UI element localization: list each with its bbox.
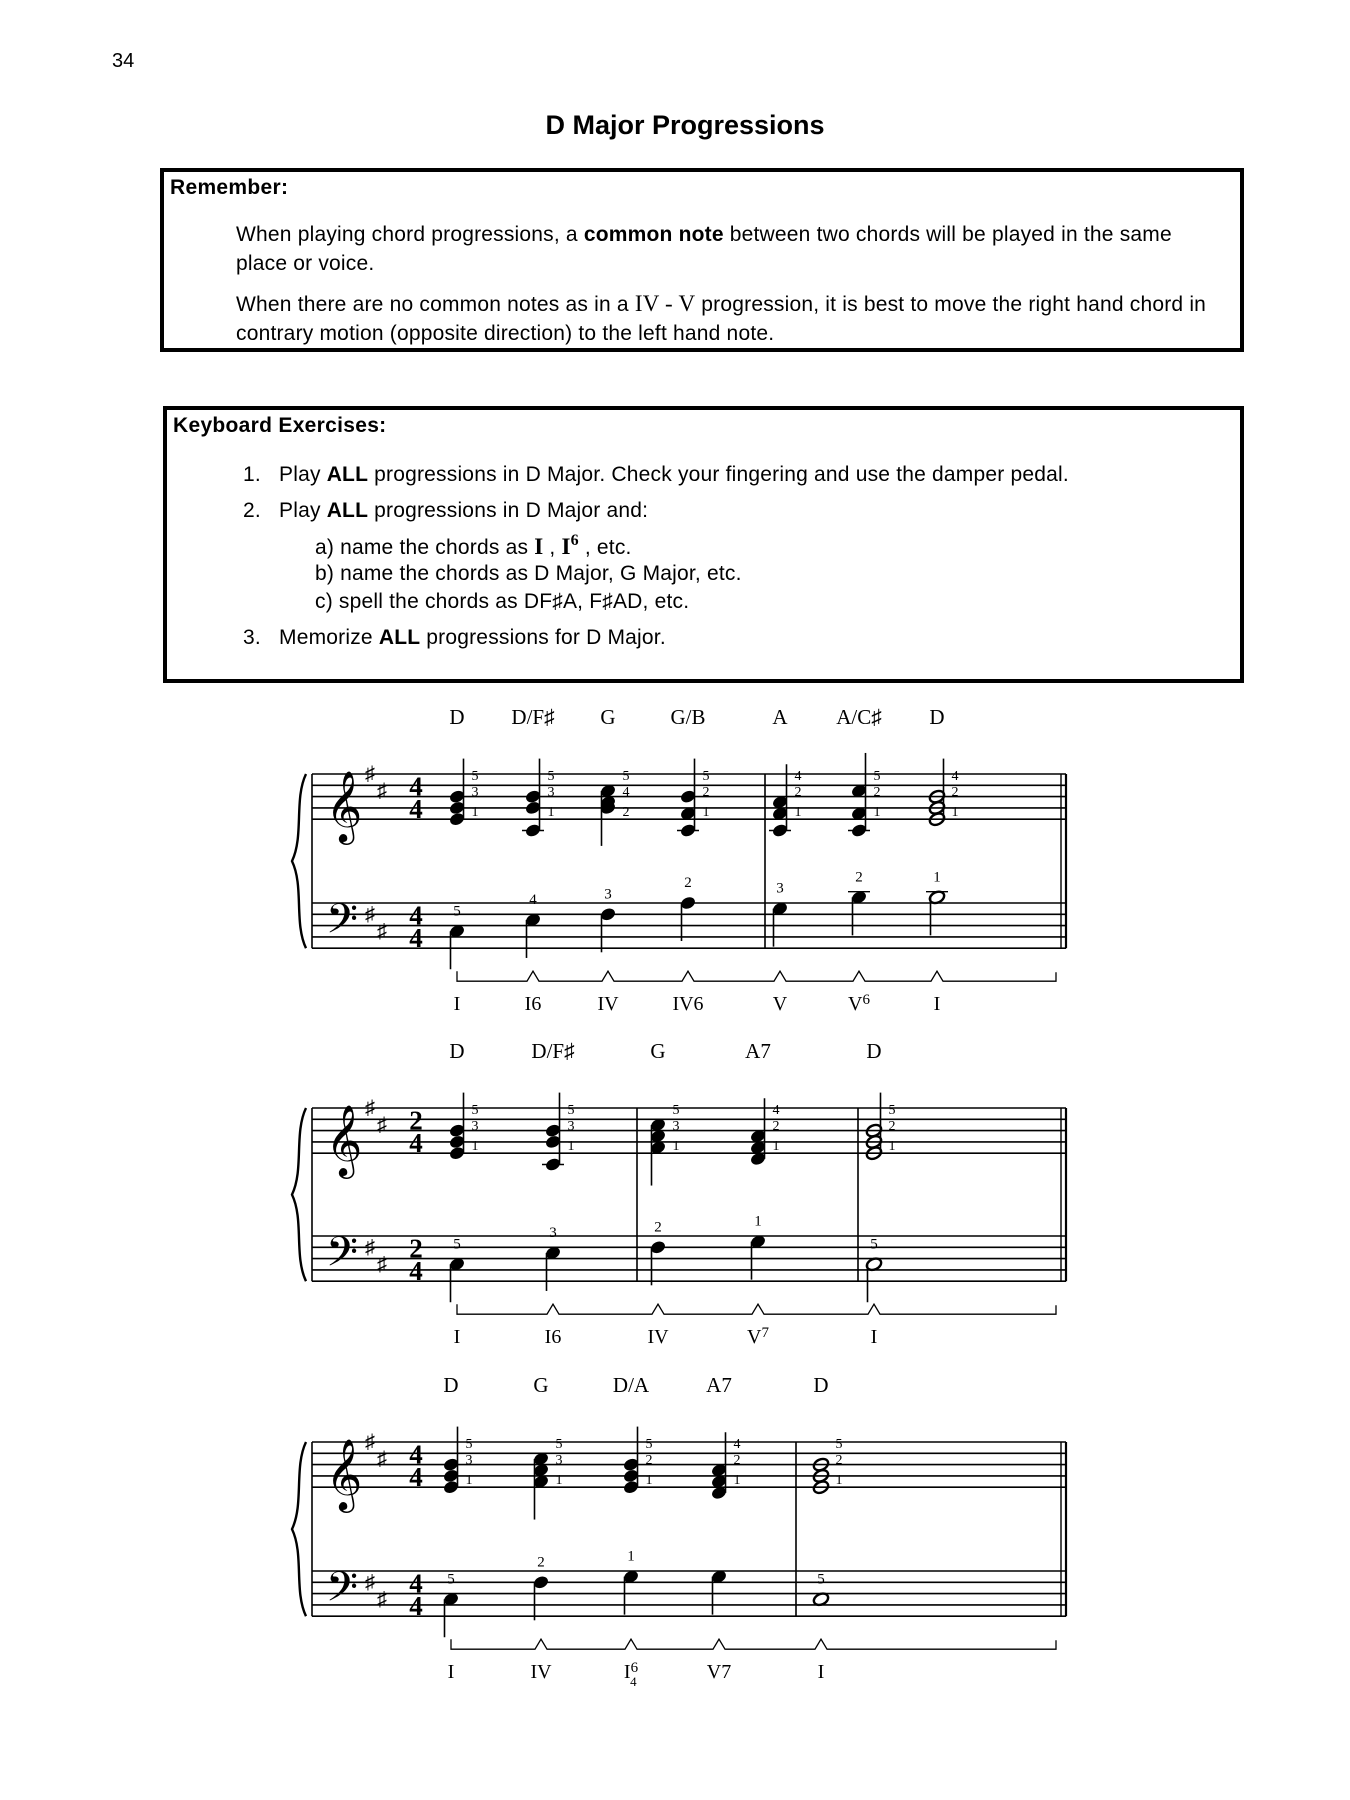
para1-text: When playing chord progressions, a	[236, 223, 584, 246]
sharp-f-icon: ♯	[365, 903, 375, 926]
sharp-c-icon: ♯	[377, 1253, 387, 1276]
rh-fingering: 5	[873, 769, 881, 784]
chord-name: A	[772, 705, 788, 729]
time-signature-top: 2	[409, 1233, 423, 1264]
roman-numeral: I6	[524, 993, 542, 1016]
lh-fingering: 1	[754, 1213, 762, 1230]
roman-numeral: I6	[544, 1326, 562, 1349]
time-signature-bottom: 4	[409, 1591, 423, 1622]
grand-staff-brace	[292, 774, 306, 948]
lh-fingering: 2	[654, 1219, 662, 1236]
item-bold: ALL	[378, 626, 421, 649]
time-signature-bottom: 4	[409, 923, 423, 954]
lh-fingering: 5	[870, 1236, 878, 1253]
time-signature-top: 4	[409, 1568, 423, 1599]
para1-text-end: between two chords will be played in the same place or voice.	[236, 223, 1172, 275]
rh-fingering: 2	[951, 785, 959, 800]
sharp-f-icon: ♯	[365, 1097, 375, 1119]
rh-fingering: 1	[772, 1139, 780, 1154]
roman-numeral: $V^6$	[848, 992, 870, 1016]
para2-text: When there are no common notes as in a	[236, 293, 635, 316]
roman-numeral: IV	[647, 1326, 669, 1349]
roman-numeral: $I^6$ 4	[623, 1660, 639, 1690]
subitem-text-end: , etc.	[578, 536, 632, 559]
treble-clef-icon: 𝄞	[325, 773, 363, 842]
music-system-2	[292, 1039, 1066, 1348]
rh-fingering: 4	[794, 769, 802, 784]
roman-numeral: I	[453, 993, 461, 1016]
sharp-f-icon: ♯	[365, 1236, 375, 1259]
rh-fingering: 1	[555, 1473, 563, 1488]
rh-fingering: 1	[547, 805, 555, 820]
para1-bold: common note	[583, 223, 724, 246]
rh-fingering: 4	[622, 785, 630, 800]
sharp-c-icon: ♯	[377, 1588, 387, 1611]
rh-fingering: 3	[672, 1119, 680, 1134]
chord-name: A7	[745, 1039, 771, 1063]
rh-fingering: 2	[622, 805, 630, 820]
rh-fingering: 2	[835, 1453, 843, 1468]
sharp-c-icon: ♯	[377, 1113, 387, 1136]
para2-roman-numerals: IV - V	[634, 291, 696, 316]
chord-name: D/A	[612, 1373, 650, 1397]
harmonic-analysis-bracket	[451, 1639, 1056, 1649]
time-signature-bottom: 4	[409, 1128, 423, 1159]
time-signature-top: 4	[409, 900, 423, 931]
lh-fingering: 3	[776, 880, 784, 897]
roman-numeral: IV	[597, 993, 619, 1016]
chord-name: D	[866, 1039, 882, 1063]
chord-name: D	[449, 1039, 465, 1063]
music-system-3	[292, 1373, 1066, 1689]
rh-fingering: 1	[702, 805, 710, 820]
roman-numeral-superscript: 7	[761, 1325, 769, 1342]
separator: ,	[543, 536, 562, 559]
chord-name: D/F♯	[511, 705, 555, 729]
time-signature-bottom: 4	[409, 794, 423, 825]
grand-staff-brace	[292, 1442, 306, 1616]
roman-numeral: IV6	[672, 993, 704, 1016]
sharp-c-icon: ♯	[377, 779, 387, 802]
roman-numeral-I6: I	[561, 534, 571, 559]
rh-fingering: 5	[567, 1103, 575, 1118]
lh-fingering: 5	[453, 903, 461, 920]
sharp-c-icon: ♯	[377, 1447, 387, 1470]
rh-fingering: 3	[567, 1119, 575, 1134]
page-title: D Major Progressions	[545, 110, 825, 140]
roman-numeral: I	[447, 1661, 455, 1684]
lh-fingering: 3	[549, 1224, 557, 1241]
bass-clef-icon: 𝄢	[325, 1228, 359, 1285]
lh-fingering: 4	[529, 891, 537, 908]
lh-fingering: 5	[447, 1571, 455, 1588]
rh-fingering: 1	[873, 805, 881, 820]
rh-fingering: 2	[888, 1119, 896, 1134]
roman-numeral: I	[870, 1326, 878, 1349]
chord-name: G	[600, 705, 616, 729]
rh-fingering: 1	[471, 805, 479, 820]
rh-fingering: 3	[471, 1119, 479, 1134]
roman-numeral: $V^7$	[747, 1325, 769, 1349]
rh-fingering: 2	[733, 1453, 741, 1468]
rh-fingering: 2	[873, 785, 881, 800]
sharp-f-icon: ♯	[365, 1431, 375, 1453]
rh-fingering: 1	[835, 1473, 843, 1488]
rh-fingering: 5	[555, 1437, 563, 1452]
bass-clef-icon: 𝄢	[325, 1563, 359, 1620]
lh-fingering: 1	[627, 1548, 635, 1565]
chord-name: D	[929, 705, 945, 729]
rh-fingering: 4	[772, 1103, 780, 1118]
subitem-text: a) name the chords as	[315, 536, 535, 559]
item-text: Memorize	[279, 626, 379, 649]
para2-text-end: progression, it is best to move the right hand chord in contrary motion (opposite direction) to the left hand note.	[236, 293, 1207, 345]
time-signature-top: 4	[409, 771, 423, 802]
chord-name: D	[813, 1373, 829, 1397]
rh-fingering: 5	[702, 769, 710, 784]
roman-numeral-I: I	[534, 534, 544, 559]
chord-name: D/F♯	[531, 1039, 575, 1063]
item-text-end: progressions in D Major and:	[368, 499, 649, 522]
item-number: 1.	[243, 463, 261, 486]
lh-fingering: 1	[933, 869, 941, 886]
treble-clef-icon: 𝄞	[325, 1441, 363, 1510]
roman-numeral: I	[453, 1326, 461, 1349]
time-signature-bottom: 4	[409, 1256, 423, 1287]
bass-clef-icon: 𝄢	[325, 895, 359, 952]
rh-fingering: 4	[733, 1437, 741, 1452]
rh-fingering: 1	[672, 1139, 680, 1154]
item-bold: ALL	[326, 463, 369, 486]
item-bold: ALL	[326, 499, 369, 522]
rh-fingering: 1	[645, 1473, 653, 1488]
rh-fingering: 1	[733, 1473, 741, 1488]
rh-fingering: 4	[951, 769, 959, 784]
rh-fingering: 5	[471, 769, 479, 784]
roman-numeral: I	[817, 1661, 825, 1684]
lh-fingering: 2	[855, 869, 863, 886]
roman-numeral: V	[772, 993, 788, 1016]
page-number: 34	[112, 50, 135, 72]
chord-name: G	[533, 1373, 549, 1397]
rh-fingering: 3	[547, 785, 555, 800]
exercise-subitem-c: c) spell the chords as DF♯A, F♯AD, etc.	[315, 590, 690, 613]
chord-name: A/C♯	[836, 705, 882, 729]
rh-fingering: 1	[567, 1139, 575, 1154]
sharp-f-icon: ♯	[365, 763, 375, 785]
item-number: 2.	[243, 499, 261, 522]
sharp-f-icon: ♯	[365, 1571, 375, 1594]
sharp-c-icon: ♯	[377, 920, 387, 943]
lh-fingering: 2	[684, 875, 692, 891]
lh-fingering: 2	[537, 1554, 545, 1571]
inversion-superscript: 6	[570, 532, 579, 549]
roman-numeral-superscript: 6	[862, 992, 870, 1009]
roman-numeral: IV	[530, 1661, 552, 1684]
item-text-end: progressions for D Major.	[420, 626, 666, 649]
rh-fingering: 5	[835, 1437, 843, 1452]
chord-name: D	[449, 705, 465, 729]
treble-clef-icon: 𝄞	[325, 1107, 363, 1176]
rh-fingering: 5	[888, 1103, 896, 1118]
item-number: 3.	[243, 626, 261, 649]
time-signature-top: 2	[409, 1105, 423, 1136]
remember-heading: Remember:	[170, 176, 289, 199]
rh-fingering: 3	[471, 785, 479, 800]
exercise-subitem-b: b) name the chords as D Major, G Major, etc.	[315, 562, 742, 585]
lh-fingering: 3	[604, 886, 612, 903]
time-signature-top: 4	[409, 1439, 423, 1470]
chord-name: G	[650, 1039, 666, 1063]
rh-fingering: 1	[794, 805, 802, 820]
roman-numeral-superscript: 6	[630, 1660, 639, 1677]
roman-numeral: I	[933, 993, 941, 1016]
music-system-1	[292, 705, 1066, 1015]
rh-fingering: 5	[465, 1437, 473, 1452]
roman-numeral-subscript: 4	[630, 1674, 637, 1690]
rh-fingering: 1	[888, 1139, 896, 1154]
rh-fingering: 5	[672, 1103, 680, 1118]
harmonic-analysis-bracket	[457, 1304, 1056, 1314]
lh-fingering: 5	[817, 1571, 825, 1588]
rh-fingering: 1	[951, 805, 959, 820]
chord-name: D	[443, 1373, 459, 1397]
rh-fingering: 3	[555, 1453, 563, 1468]
exercises-heading: Keyboard Exercises:	[173, 414, 387, 437]
item-text: Play	[279, 463, 327, 486]
grand-staff-brace	[292, 1108, 306, 1281]
item-text: Play	[279, 499, 327, 522]
rh-fingering: 2	[702, 785, 710, 800]
rh-fingering: 5	[645, 1437, 653, 1452]
rh-fingering: 2	[645, 1453, 653, 1468]
chord-name: G/B	[670, 705, 706, 729]
time-signature-bottom: 4	[409, 1462, 423, 1493]
rh-fingering: 2	[772, 1119, 780, 1134]
lh-fingering: 5	[453, 1236, 461, 1253]
rh-fingering: 3	[465, 1453, 473, 1468]
harmonic-analysis-bracket	[457, 971, 1056, 981]
rh-fingering: 2	[794, 785, 802, 800]
rh-fingering: 1	[465, 1473, 473, 1488]
chord-name: A7	[706, 1373, 732, 1397]
rh-fingering: 1	[471, 1139, 479, 1154]
rh-fingering: 5	[622, 769, 630, 784]
rh-fingering: 5	[547, 769, 555, 784]
item-text-end: progressions in D Major. Check your fingering and use the damper pedal.	[368, 463, 1069, 486]
roman-numeral: V7	[706, 1661, 732, 1684]
rh-fingering: 5	[471, 1103, 479, 1118]
